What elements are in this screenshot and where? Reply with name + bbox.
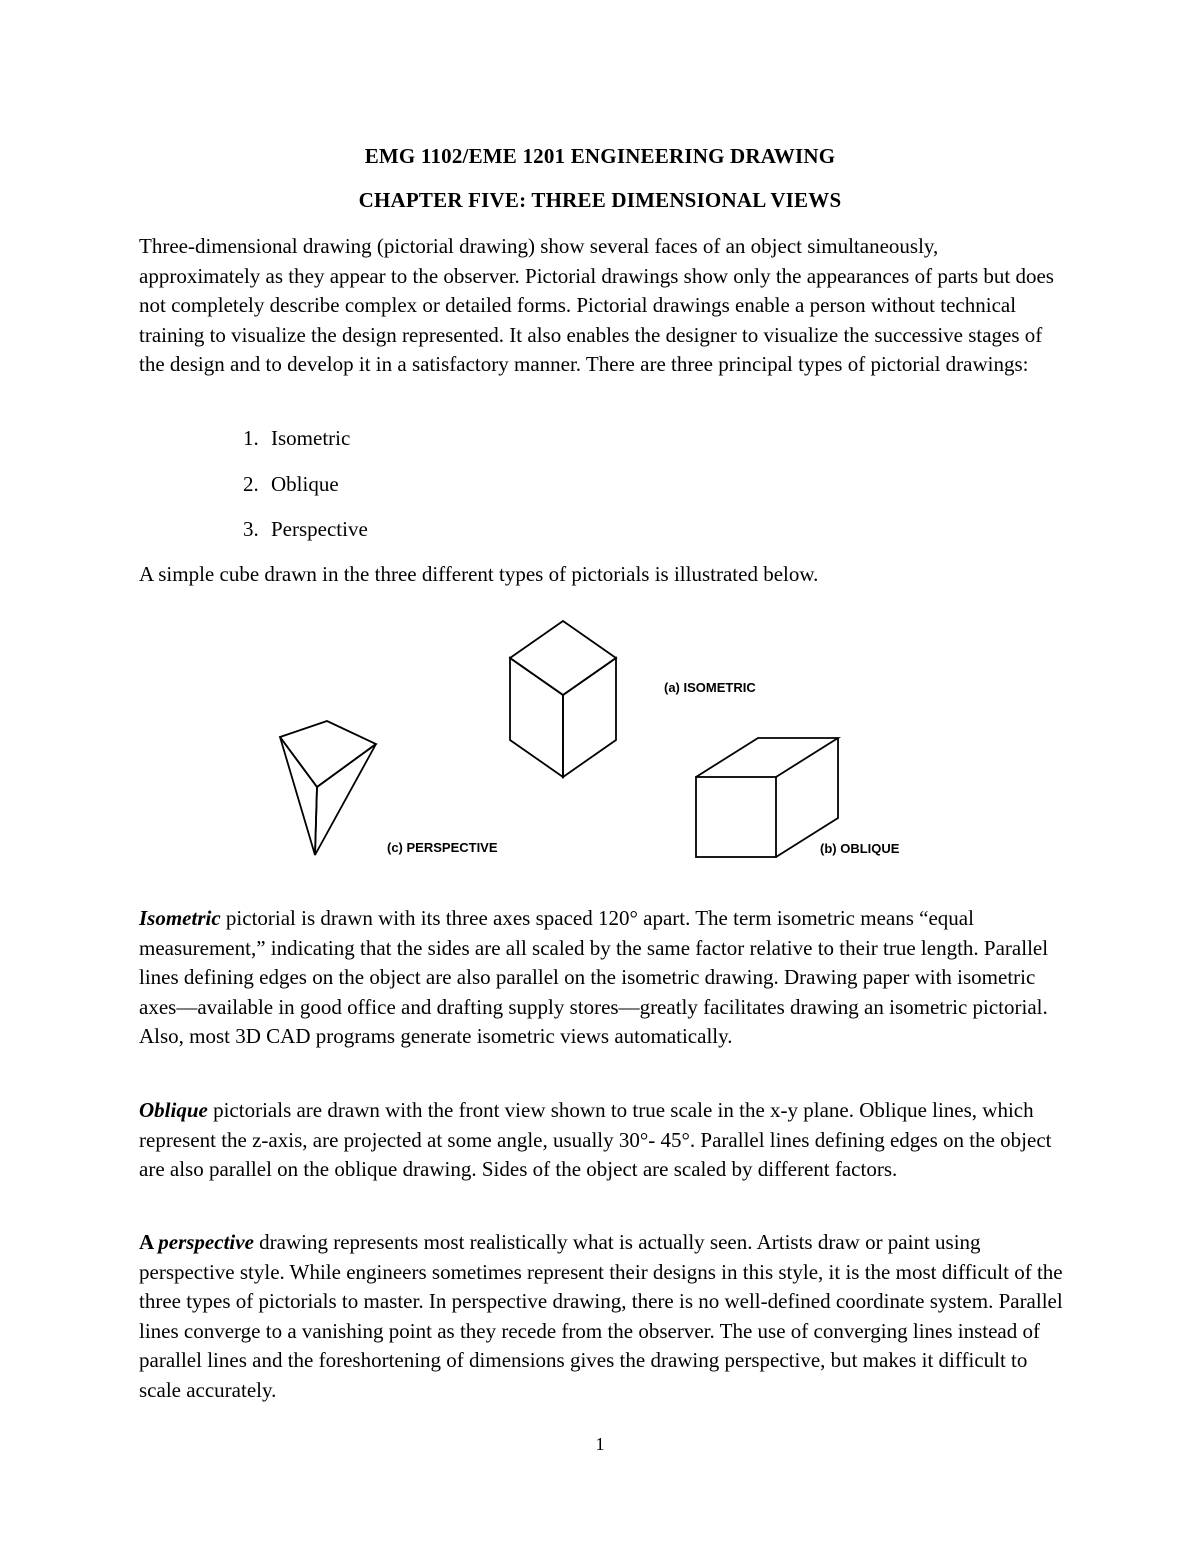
- perspective-cube-drawing: [280, 721, 376, 855]
- list-item-label: Oblique: [271, 471, 339, 496]
- list-item-number: 2.: [243, 471, 259, 496]
- perspective-paragraph: [139, 1228, 1064, 1405]
- oblique-label: (b) OBLIQUE: [820, 841, 900, 856]
- pictorial-types-illustration: [250, 605, 950, 875]
- list-item-number: 1.: [243, 426, 259, 450]
- list-item: [243, 517, 368, 563]
- list-item: [243, 472, 368, 518]
- oblique-paragraph: [139, 1096, 1064, 1185]
- page-number: 1: [595, 1434, 605, 1454]
- oblique-box-drawing: [696, 738, 838, 857]
- perspective-lead: A: [139, 1230, 159, 1254]
- oblique-description: pictorials are drawn with the front view shown to true scale in the x-y plane. Oblique lines, which represent the z-axis, are projected at some angle, usually 30°- 45°. Parallel lines defining edges on the object are also parallel on the oblique drawing. Sides of the object are scaled by different factors.: [139, 1098, 1052, 1181]
- list-item-label: Isometric: [271, 426, 351, 450]
- pictorial-types-list: [243, 426, 368, 563]
- figure-intro-text: A simple cube drawn in the three different types of pictorials is illustrated below.: [139, 562, 819, 586]
- isometric-label: (a) ISOMETRIC: [664, 680, 756, 695]
- list-item-label: Perspective: [271, 517, 368, 541]
- isometric-term: Isometric: [139, 906, 221, 930]
- course-title: EMG 1102/EME 1201 ENGINEERING DRAWING: [364, 144, 836, 168]
- perspective-description: drawing represents most realistically what is actually seen. Artists draw or paint using perspective style. While engineers sometimes represent their designs in this style, it is the most difficult of the three types of pictorials to master. In perspective drawing, there is no well-defined coordinate system. Parallel lines converge to a vanishing point as they recede from the observer. The use of converging lines instead of parallel lines and the foreshortening of dimensions gives the drawing perspective, but makes it difficult to scale accurately.: [139, 1230, 1063, 1402]
- intro-paragraph: Three-dimensional drawing (pictorial drawing) show several faces of an object simultaneously, approximately as they appear to the observer. Pictorial drawings show only the appearances of parts but does not completely describe complex or detailed forms. Pictorial drawings enable a person without technical training to visualize the design represented. It also enables the designer to visualize the successive stages of the design and to develop it in a satisfactory manner. There are three principal types of pictorial drawings:: [139, 234, 1054, 376]
- perspective-label: (c) PERSPECTIVE: [387, 840, 498, 855]
- isometric-paragraph: [139, 904, 1064, 1052]
- list-item-number: 3.: [243, 517, 259, 541]
- isometric-description: pictorial is drawn with its three axes spaced 120° apart. The term isometric means “equal measurement,” indicating that the sides are all scaled by the same factor relative to their true length. Parallel lines defining edges on the object are also parallel on the isometric drawing. Drawing paper with isometric axes—available in good office and drafting supply stores—greatly facilitates drawing an isometric pictorial. Also, most 3D CAD programs generate isometric views automatically.: [139, 906, 1049, 1048]
- oblique-term: Oblique: [139, 1098, 208, 1122]
- list-item: [243, 426, 368, 472]
- perspective-term: perspective: [158, 1230, 254, 1254]
- pictorial-types-figure: [250, 605, 950, 875]
- isometric-cube-drawing: [510, 621, 616, 777]
- chapter-title: CHAPTER FIVE: THREE DIMENSIONAL VIEWS: [358, 188, 842, 212]
